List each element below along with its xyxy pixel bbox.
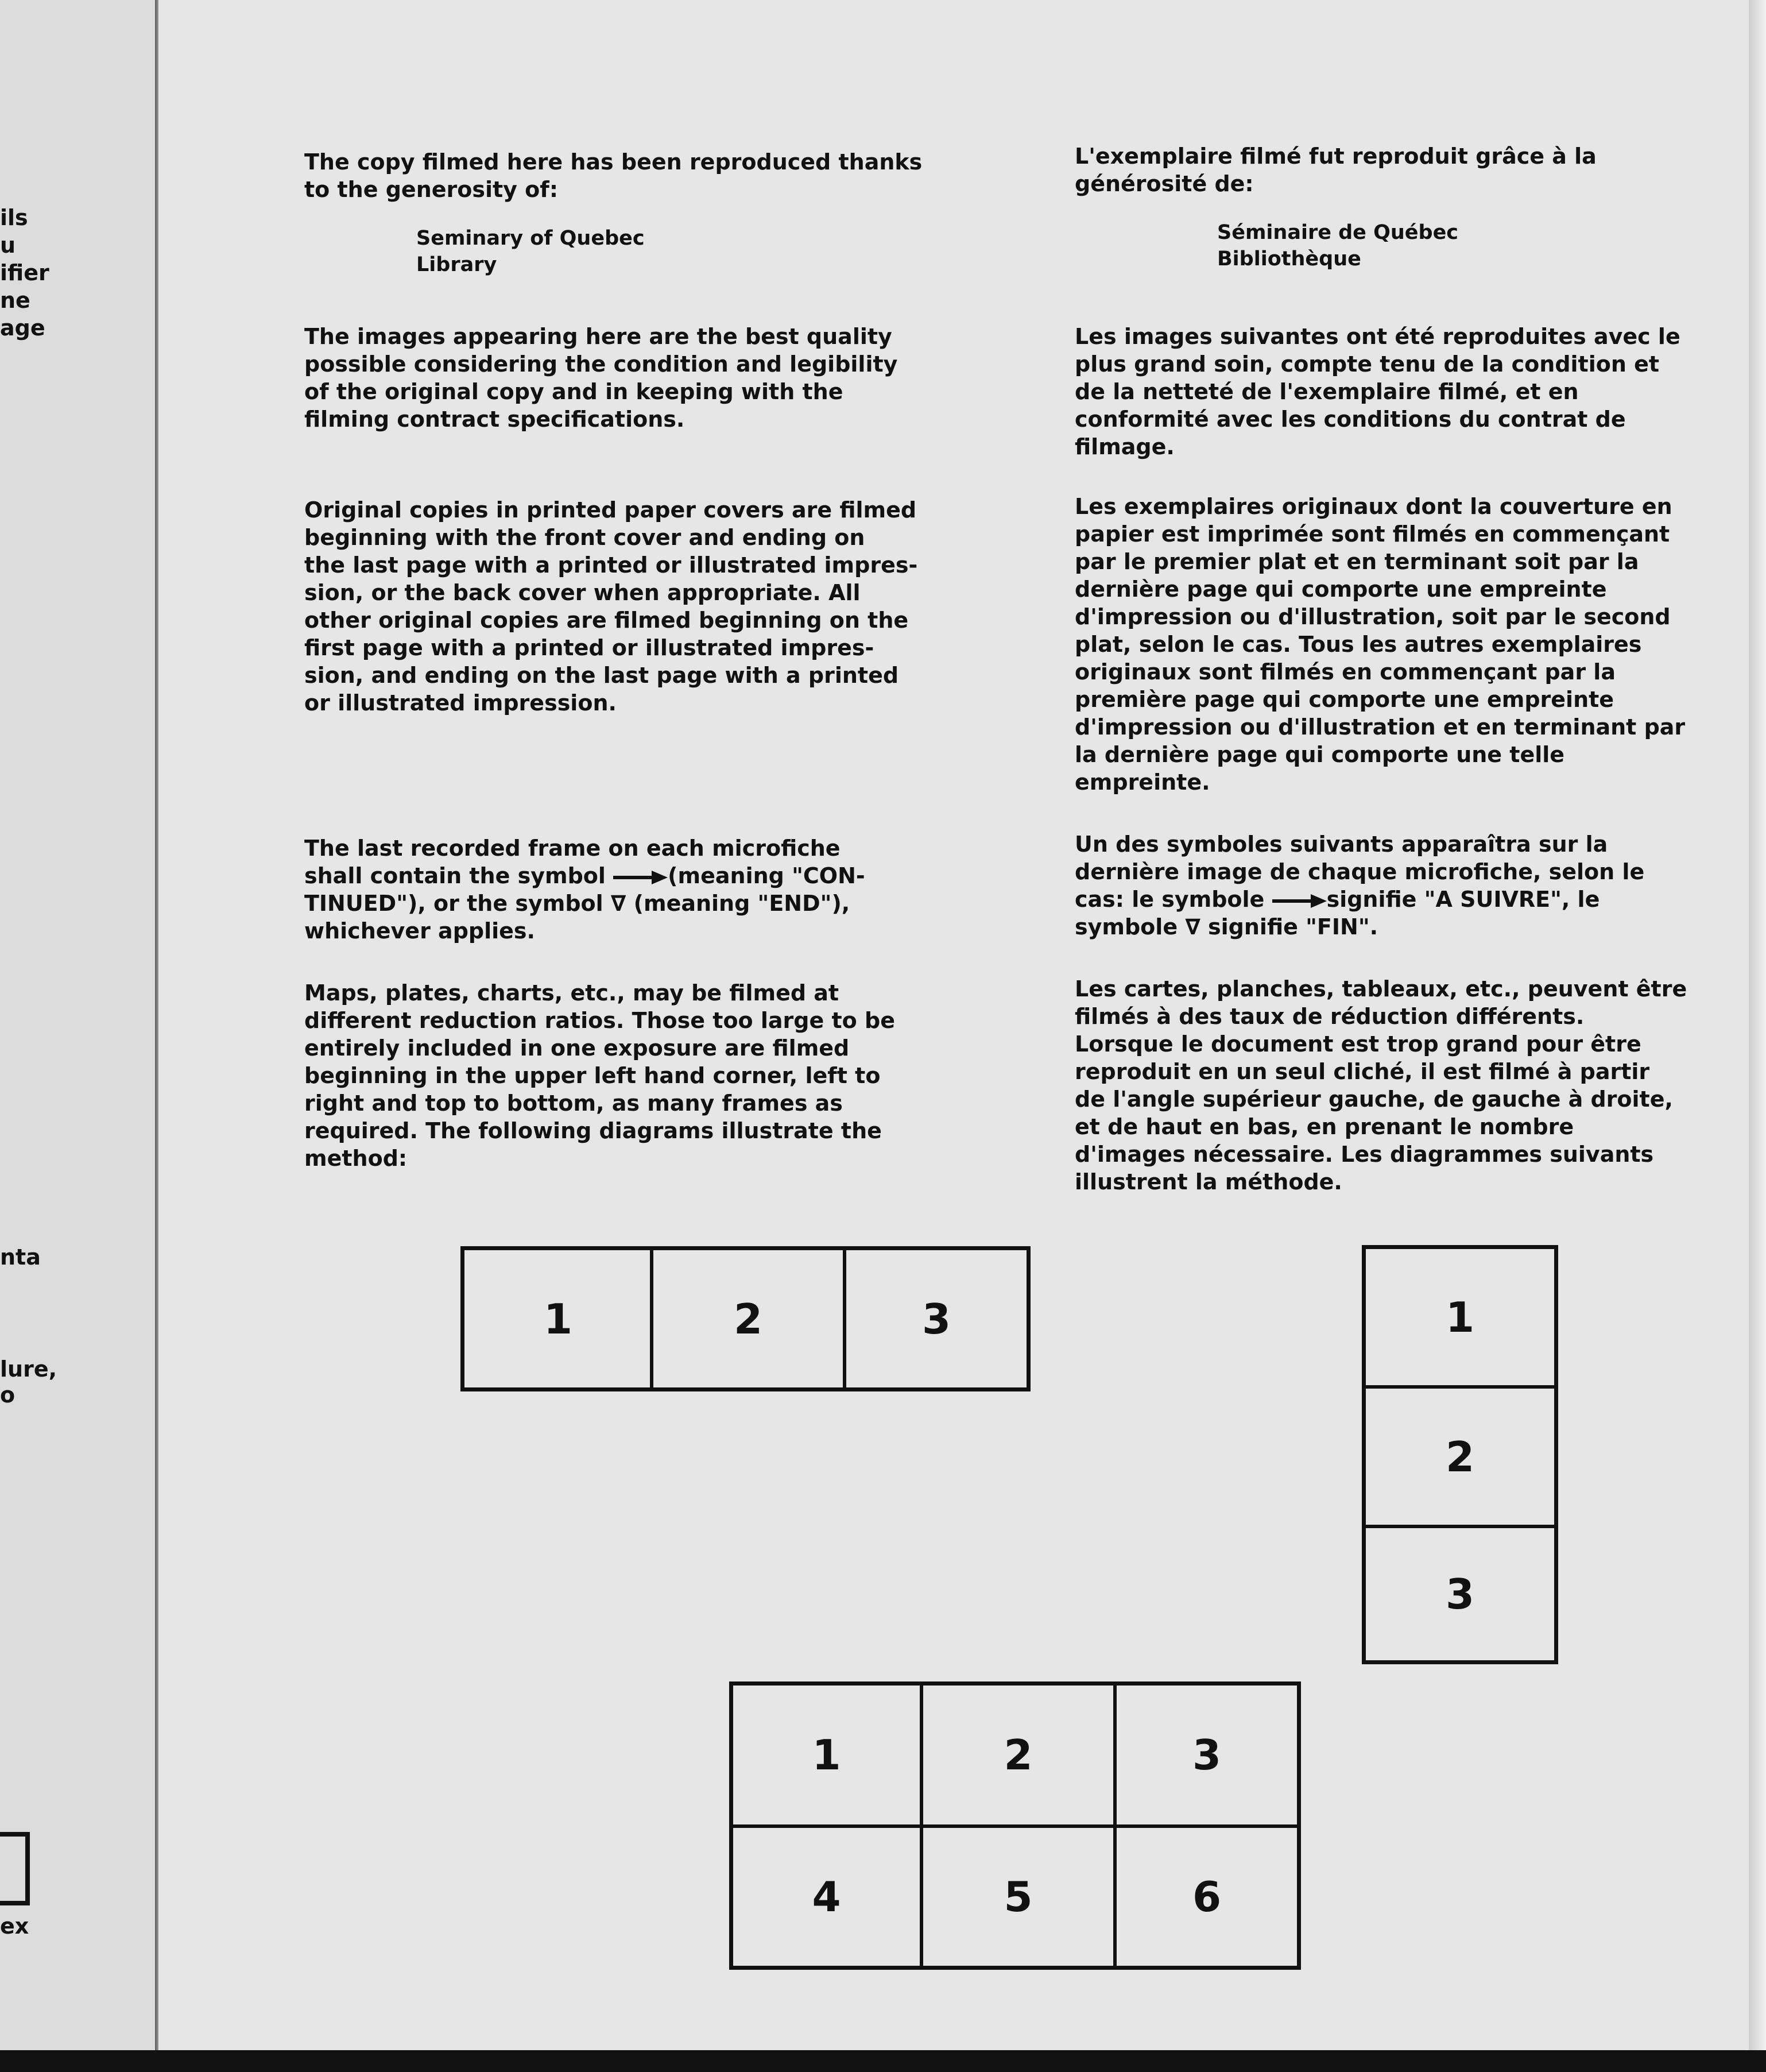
french-symbol-paragraph (1075, 830, 1741, 941)
text-line: required. The following diagrams illustrate the (304, 1118, 882, 1143)
french-originals-paragraph (1075, 493, 1741, 796)
frame-cell: 2 (1445, 1432, 1475, 1481)
frame-cell: 1 (812, 1731, 841, 1779)
strip-box (0, 1832, 30, 1905)
text-line: Bibliothèque (1217, 248, 1361, 270)
text-line: filming contract specifications. (304, 407, 685, 432)
bottom-film-border (0, 2050, 1766, 2072)
text-fragment: (meaning "CON- (668, 863, 865, 888)
strip-fragment: ex (0, 1913, 29, 1939)
frame-cell: 1 (1445, 1293, 1475, 1342)
text-line: Library (416, 253, 497, 276)
diagram-horizontal (460, 1246, 1031, 1391)
strip-fragment: nta (0, 1244, 41, 1270)
text-line: sion, and ending on the last page with a printed (304, 663, 899, 688)
english-quality-paragraph (304, 323, 982, 433)
french-institution (1217, 219, 1741, 272)
text-line: Les cartes, planches, tableaux, etc., peuvent être (1075, 976, 1687, 1002)
text-line: Les exemplaires originaux dont la couverture en (1075, 494, 1672, 519)
text-line: dernière page qui comporte une empreinte (1075, 577, 1607, 602)
text-line: reproduit en un seul cliché, il est filmé à partir (1075, 1059, 1650, 1084)
strip-fragment: age (0, 315, 45, 341)
text-line: plat, selon le cas. Tous les autres exemplaires (1075, 632, 1642, 657)
text-line: beginning with the front cover and ending on (304, 525, 865, 550)
diagram-vertical (1362, 1245, 1558, 1664)
text-line: different reduction ratios. Those too large to be (304, 1008, 895, 1033)
diagram-grid (729, 1681, 1301, 1970)
text-line: first page with a printed or illustrated impres- (304, 635, 874, 660)
text-line: of the original copy and in keeping with the (304, 379, 843, 404)
frame-cell: 5 (1004, 1873, 1033, 1921)
text-line: filmage. (1075, 434, 1175, 459)
text-line: conformité avec les conditions du contrat de (1075, 407, 1626, 432)
text-line: Un des symboles suivants apparaîtra sur la (1075, 832, 1608, 857)
french-thanks (1075, 142, 1741, 198)
frame-cell: 1 (543, 1294, 573, 1343)
english-maps-paragraph (304, 979, 982, 1172)
frame-cell: 3 (1192, 1731, 1222, 1779)
english-thanks (304, 148, 982, 203)
frame-cell: 2 (733, 1294, 763, 1343)
text-line: to the generosity of: (304, 177, 559, 202)
text-line: Séminaire de Québec (1217, 221, 1459, 244)
strip-fragment: lure, (0, 1356, 57, 1382)
right-page-edge (1749, 0, 1766, 2072)
text-line: Seminary of Quebec (416, 227, 645, 250)
text-fragment: shall contain the symbol (304, 863, 614, 888)
french-maps-paragraph (1075, 975, 1741, 1196)
text-line: right and top to bottom, as many frames as (304, 1091, 843, 1116)
text-line (1075, 886, 1741, 913)
text-line: originaux sont filmés en commençant par la (1075, 659, 1616, 685)
text-line: other original copies are filmed beginning on the (304, 608, 909, 633)
text-line: dernière image de chaque microfiche, selon le (1075, 859, 1645, 884)
text-fragment: signifie "A SUIVRE", le (1326, 887, 1600, 912)
text-line: beginning in the upper left hand corner, left to (304, 1063, 881, 1088)
text-fragment: cas: le symbole (1075, 887, 1272, 912)
text-line: the last page with a printed or illustrated impres- (304, 552, 918, 578)
text-line: Les images suivantes ont été reproduites avec le (1075, 324, 1680, 349)
text-line: par le premier plat et en terminant soit par la (1075, 549, 1639, 574)
text-line (304, 862, 982, 890)
text-line: Original copies in printed paper covers are filmed (304, 497, 917, 523)
text-line: d'impression ou d'illustration et en terminant par (1075, 714, 1686, 740)
text-line: de l'angle supérieur gauche, de gauche à droite, (1075, 1087, 1673, 1112)
frame-cell: 2 (1004, 1731, 1033, 1779)
text-line: papier est imprimée sont filmés en commençant (1075, 521, 1670, 547)
frame-cell: 6 (1192, 1873, 1222, 1921)
french-column (1075, 142, 1741, 1196)
frame-cell: 4 (812, 1873, 841, 1921)
text-line: whichever applies. (304, 918, 535, 944)
text-line: entirely included in one exposure are filmed (304, 1035, 850, 1061)
text-line: première page qui comporte une empreinte (1075, 687, 1614, 712)
strip-fragment: u (0, 233, 16, 258)
english-symbol-paragraph (304, 834, 982, 945)
text-line: sion, or the back cover when appropriate. All (304, 580, 861, 605)
text-line: The last recorded frame on each microfiche (304, 836, 841, 861)
text-line: Maps, plates, charts, etc., may be filmed at (304, 980, 839, 1006)
text-line: illustrent la méthode. (1075, 1169, 1342, 1195)
text-line: or illustrated impression. (304, 690, 617, 716)
text-line: générosité de: (1075, 171, 1254, 196)
text-line: la dernière page qui comporte une telle (1075, 742, 1565, 767)
strip-fragment: ifier (0, 260, 49, 285)
text-line: de la netteté de l'exemplaire filmé, et en (1075, 379, 1579, 404)
continued-arrow-icon (1272, 892, 1327, 910)
previous-page-strip (0, 0, 155, 2050)
text-line: The copy filmed here has been reproduced thanks (304, 149, 923, 175)
text-line: L'exemplaire filmé fut reproduit grâce à la (1075, 144, 1597, 169)
text-line: filmés à des taux de réduction différents. (1075, 1004, 1585, 1029)
text-line: symbole ∇ signifie "FIN". (1075, 914, 1378, 940)
text-line: d'impression ou d'illustration, soit par le second (1075, 604, 1671, 629)
english-originals-paragraph (304, 496, 982, 717)
english-institution (416, 225, 982, 278)
text-line: Lorsque le document est trop grand pour être (1075, 1031, 1641, 1057)
strip-fragment: ne (0, 288, 30, 313)
text-line: The images appearing here are the best quality (304, 324, 892, 349)
continued-arrow-icon (613, 869, 668, 886)
strip-fragment: ils (0, 205, 28, 230)
english-column (304, 148, 982, 1172)
frame-cell: 3 (921, 1294, 951, 1343)
text-line: et de haut en bas, en prenant le nombre (1075, 1114, 1574, 1139)
text-line: d'images nécessaire. Les diagrammes suivants (1075, 1142, 1654, 1167)
strip-fragment: o (0, 1382, 16, 1408)
text-line: method: (304, 1146, 408, 1171)
french-quality-paragraph (1075, 323, 1741, 461)
text-line: empreinte. (1075, 770, 1210, 795)
text-line: plus grand soin, compte tenu de la condition et (1075, 351, 1660, 377)
text-line: possible considering the condition and legibility (304, 351, 898, 377)
text-line: TINUED"), or the symbol ∇ (meaning "END"), (304, 891, 850, 916)
frame-cell: 3 (1445, 1570, 1475, 1618)
